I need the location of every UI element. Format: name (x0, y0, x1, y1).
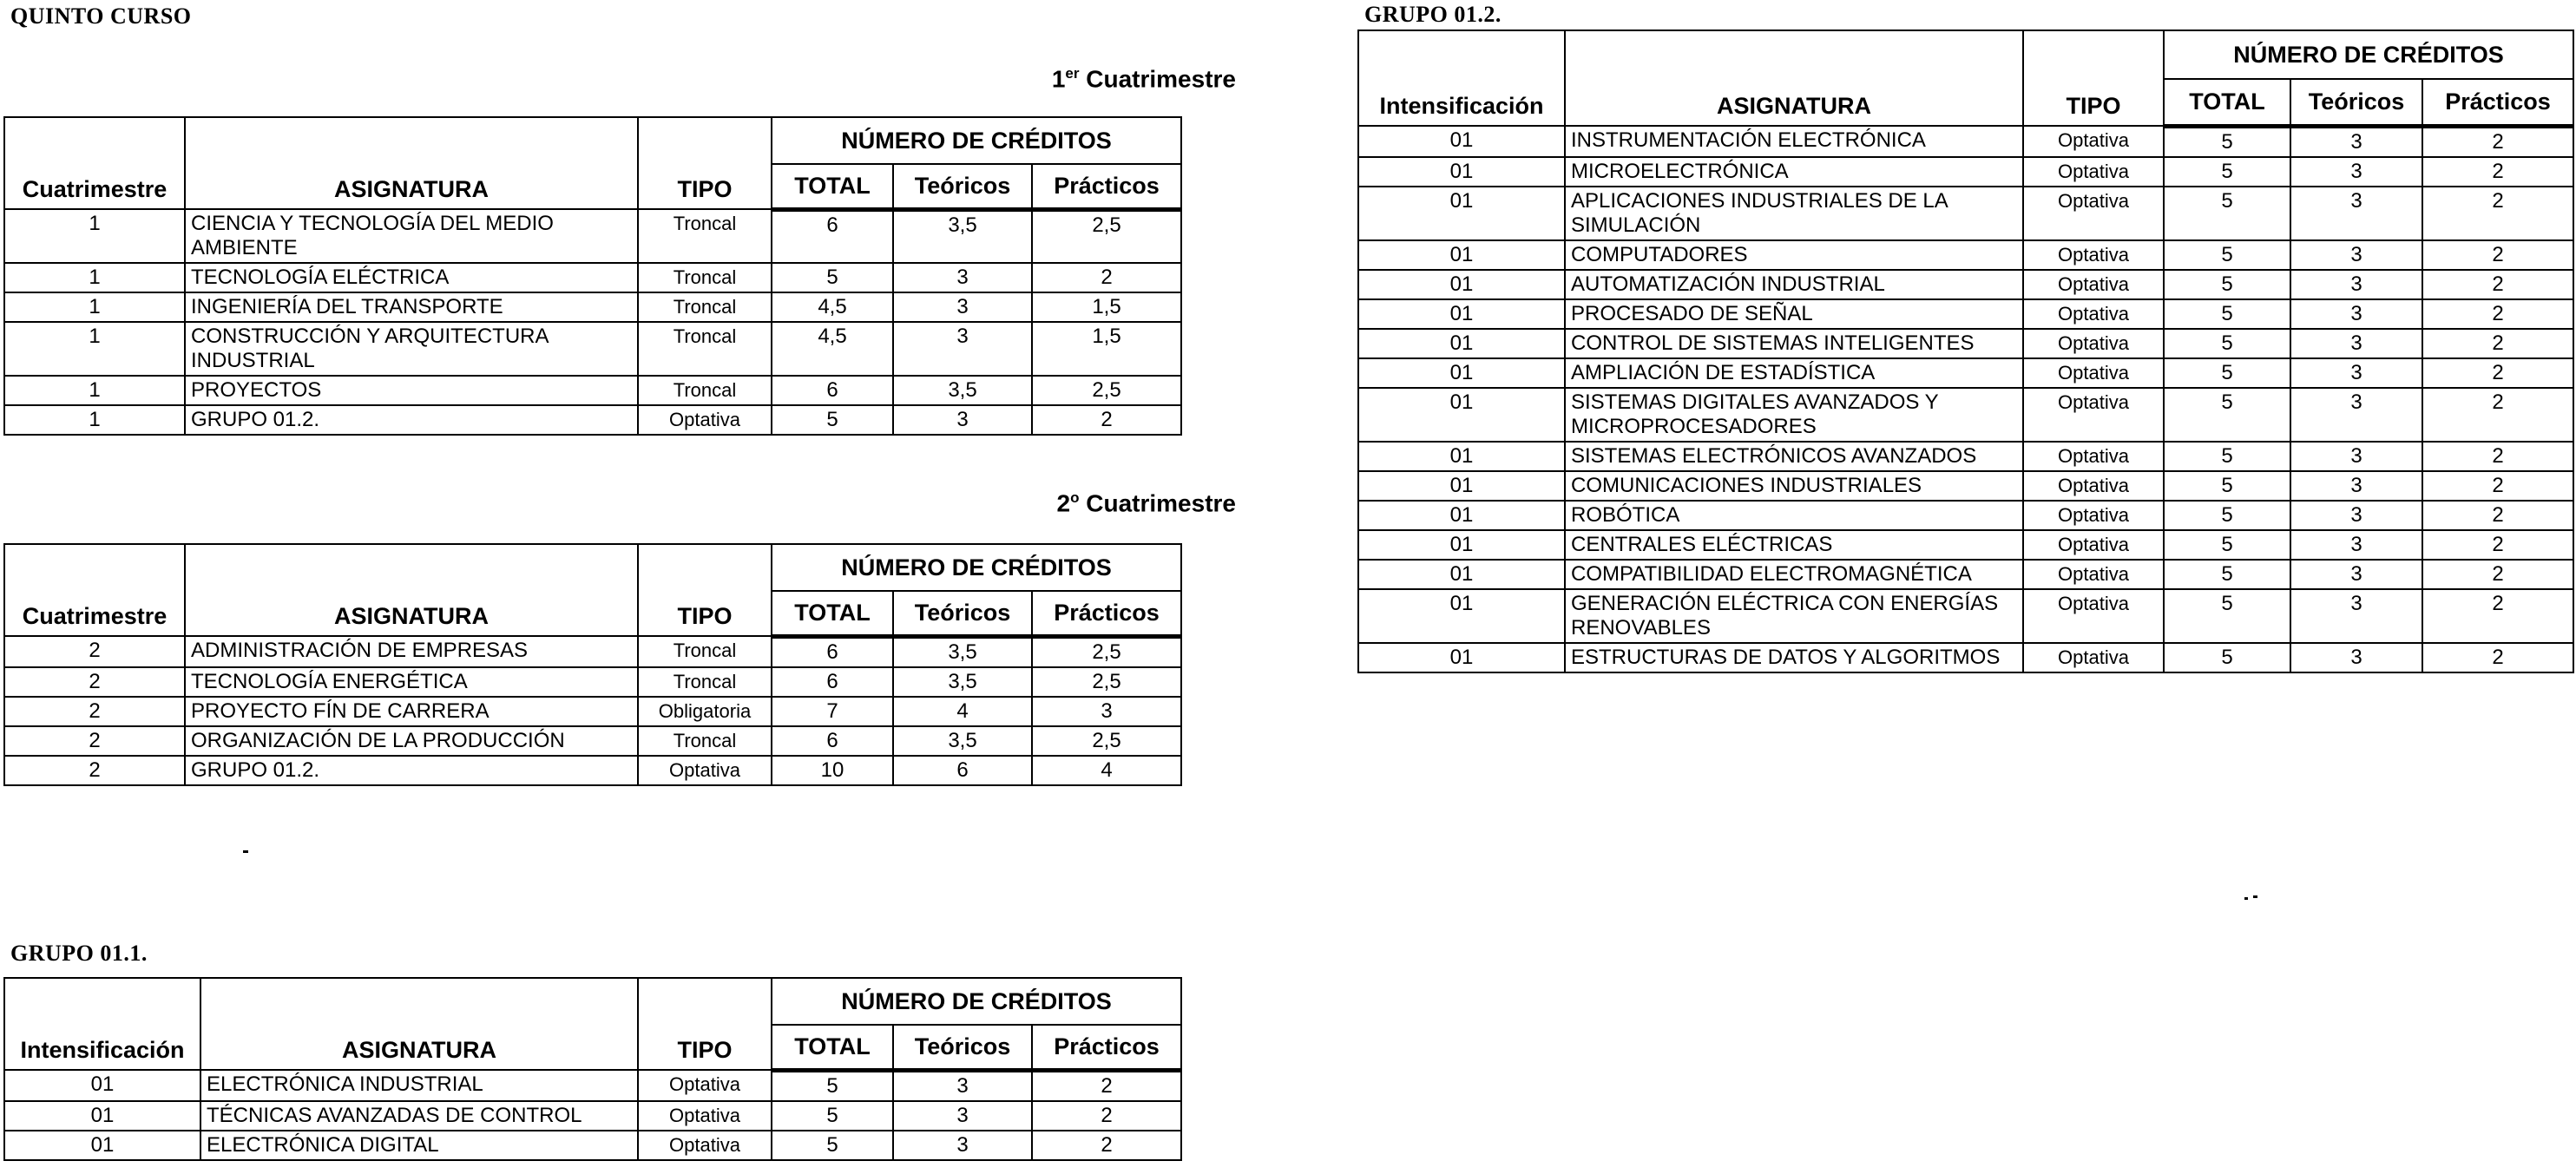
table-row (4, 209, 1181, 263)
table-row (1358, 187, 2573, 240)
cell-total: 5 (2164, 358, 2290, 388)
cell-tipo: Optativa (2023, 388, 2164, 442)
cell-practicos: 2 (2422, 530, 2573, 560)
cell-tipo: Optativa (2023, 530, 2164, 560)
cell-total: 6 (772, 376, 893, 405)
page-title: QUINTO CURSO (10, 3, 192, 29)
table-row (4, 1131, 1181, 1160)
cell-tipo: Troncal (638, 726, 772, 756)
cell-practicos: 2 (2422, 157, 2573, 187)
col-header-numero-creditos: NÚMERO DE CRÉDITOS (772, 978, 1181, 1025)
col-header-tipo: TIPO (2023, 30, 2164, 126)
cell-asignatura: COMPUTADORES (1565, 240, 2023, 270)
cell-intensificacion: 01 (4, 1131, 200, 1160)
col-header-numero-creditos: NÚMERO DE CRÉDITOS (772, 544, 1181, 591)
table-row (1358, 530, 2573, 560)
cell-total: 5 (2164, 530, 2290, 560)
col-header-asignatura: ASIGNATURA (185, 544, 638, 636)
cell-total: 5 (2164, 442, 2290, 471)
cell-asignatura: PROCESADO DE SEÑAL (1565, 299, 2023, 329)
cell-asignatura: ELECTRÓNICA DIGITAL (200, 1131, 638, 1160)
cuatrimestre-2-label (998, 490, 1236, 515)
col-header-teoricos: Teóricos (893, 164, 1032, 209)
cuatrimestre-2-num: 2 (1056, 489, 1071, 517)
table-row (4, 1070, 1181, 1101)
cell-asignatura: GRUPO 01.2. (185, 405, 638, 435)
cell-teoricos: 3 (2290, 270, 2422, 299)
cuatrimestre-1-text: Cuatrimestre (1079, 65, 1236, 93)
cell-tipo: Optativa (638, 1131, 772, 1160)
cell-cuatrimestre: 1 (4, 376, 185, 405)
cell-tipo: Optativa (2023, 270, 2164, 299)
cell-teoricos: 3 (893, 405, 1032, 435)
col-header-total: TOTAL (772, 591, 893, 636)
cuatrimestre-2-text: Cuatrimestre (1079, 489, 1236, 517)
cell-cuatrimestre: 2 (4, 667, 185, 697)
cell-intensificacion: 01 (1358, 270, 1565, 299)
cell-practicos: 2 (1032, 263, 1181, 292)
grupo-012-heading: GRUPO 01.2. (1364, 2, 1502, 27)
cell-total: 5 (2164, 299, 2290, 329)
cell-teoricos: 3 (2290, 126, 2422, 157)
table-row (4, 636, 1181, 667)
cell-asignatura: INGENIERÍA DEL TRANSPORTE (185, 292, 638, 322)
cell-total: 5 (2164, 560, 2290, 589)
cell-teoricos: 3 (893, 1131, 1032, 1160)
cell-cuatrimestre: 1 (4, 405, 185, 435)
cell-total: 5 (2164, 501, 2290, 530)
col-header-total: TOTAL (772, 164, 893, 209)
cell-teoricos: 3 (2290, 442, 2422, 471)
scan-mark (2253, 895, 2257, 898)
cell-tipo: Troncal (638, 292, 772, 322)
col-header-total: TOTAL (772, 1025, 893, 1070)
cell-cuatrimestre: 2 (4, 756, 185, 785)
cell-total: 5 (772, 1131, 893, 1160)
col-header-asignatura: ASIGNATURA (1565, 30, 2023, 126)
table-cuatrimestre-2 (3, 543, 1182, 786)
col-header-numero-creditos: NÚMERO DE CRÉDITOS (2164, 30, 2573, 79)
table-row (1358, 126, 2573, 157)
table-row (1358, 560, 2573, 589)
scan-mark (2244, 897, 2248, 900)
cell-teoricos: 4 (893, 697, 1032, 726)
col-header-teoricos: Teóricos (2290, 79, 2422, 126)
cell-tipo: Optativa (2023, 501, 2164, 530)
cell-practicos: 2,5 (1032, 726, 1181, 756)
cell-teoricos: 3 (2290, 560, 2422, 589)
col-header-practicos: Prácticos (1032, 1025, 1181, 1070)
table-row (4, 1101, 1181, 1131)
cell-tipo: Optativa (2023, 560, 2164, 589)
cell-tipo: Optativa (638, 1070, 772, 1101)
cell-practicos: 2 (2422, 240, 2573, 270)
col-header-cuatrimestre: Cuatrimestre (4, 117, 185, 209)
cell-cuatrimestre: 1 (4, 209, 185, 263)
cell-tipo: Obligatoria (638, 697, 772, 726)
cell-teoricos: 3 (2290, 471, 2422, 501)
grupo-011-heading: GRUPO 01.1. (10, 941, 148, 966)
cell-total: 4,5 (772, 292, 893, 322)
cell-practicos: 2 (1032, 1101, 1181, 1131)
table-row (1358, 589, 2573, 643)
cell-intensificacion: 01 (1358, 126, 1565, 157)
cell-asignatura: PROYECTOS (185, 376, 638, 405)
cell-cuatrimestre: 2 (4, 636, 185, 667)
cell-total: 5 (2164, 388, 2290, 442)
cell-teoricos: 3 (893, 292, 1032, 322)
table-row (4, 322, 1181, 376)
cell-practicos: 2 (2422, 299, 2573, 329)
table-row (4, 667, 1181, 697)
cell-teoricos: 3 (893, 263, 1032, 292)
cell-intensificacion: 01 (1358, 589, 1565, 643)
cell-practicos: 2 (2422, 187, 2573, 240)
cell-tipo: Troncal (638, 263, 772, 292)
cell-asignatura: PROYECTO FÍN DE CARRERA (185, 697, 638, 726)
cell-total: 5 (2164, 126, 2290, 157)
cell-practicos: 1,5 (1032, 292, 1181, 322)
cell-asignatura: AUTOMATIZACIÓN INDUSTRIAL (1565, 270, 2023, 299)
cell-practicos: 2 (2422, 643, 2573, 672)
col-header-teoricos: Teóricos (893, 1025, 1032, 1070)
cell-tipo: Optativa (2023, 589, 2164, 643)
cell-asignatura: ORGANIZACIÓN DE LA PRODUCCIÓN (185, 726, 638, 756)
cell-practicos: 4 (1032, 756, 1181, 785)
cell-teoricos: 3 (2290, 530, 2422, 560)
cell-teoricos: 3,5 (893, 726, 1032, 756)
cell-total: 5 (2164, 187, 2290, 240)
cell-intensificacion: 01 (1358, 329, 1565, 358)
table-row (4, 292, 1181, 322)
cell-total: 7 (772, 697, 893, 726)
table-row (1358, 643, 2573, 672)
cell-teoricos: 3 (2290, 329, 2422, 358)
table-row (4, 726, 1181, 756)
cell-asignatura: SISTEMAS DIGITALES AVANZADOS Y MICROPROCESADORES (1565, 388, 2023, 442)
table-cuatrimestre-1 (3, 116, 1182, 436)
cell-tipo: Optativa (2023, 126, 2164, 157)
table-row (1358, 471, 2573, 501)
table-row (1358, 358, 2573, 388)
cell-asignatura: ESTRUCTURAS DE DATOS Y ALGORITMOS (1565, 643, 2023, 672)
cell-intensificacion: 01 (4, 1070, 200, 1101)
cell-intensificacion: 01 (1358, 471, 1565, 501)
cell-practicos: 2 (2422, 388, 2573, 442)
cell-total: 10 (772, 756, 893, 785)
col-header-numero-creditos: NÚMERO DE CRÉDITOS (772, 117, 1181, 164)
cell-intensificacion: 01 (1358, 187, 1565, 240)
cell-practicos: 2 (2422, 501, 2573, 530)
cell-tipo: Optativa (2023, 643, 2164, 672)
cell-asignatura: APLICACIONES INDUSTRIALES DE LA SIMULACIÓN (1565, 187, 2023, 240)
cell-total: 4,5 (772, 322, 893, 376)
table-row (1358, 299, 2573, 329)
cell-total: 6 (772, 209, 893, 263)
table-row (1358, 501, 2573, 530)
cell-intensificacion: 01 (1358, 388, 1565, 442)
cell-tipo: Optativa (2023, 442, 2164, 471)
cell-total: 5 (2164, 157, 2290, 187)
cell-teoricos: 3 (893, 322, 1032, 376)
cell-teoricos: 3 (2290, 589, 2422, 643)
cell-asignatura: GENERACIÓN ELÉCTRICA CON ENERGÍAS RENOVABLES (1565, 589, 2023, 643)
cell-practicos: 2 (2422, 589, 2573, 643)
table-row (4, 405, 1181, 435)
cell-tipo: Troncal (638, 667, 772, 697)
cell-total: 5 (2164, 643, 2290, 672)
cell-cuatrimestre: 1 (4, 322, 185, 376)
cell-asignatura: COMPATIBILIDAD ELECTROMAGNÉTICA (1565, 560, 2023, 589)
col-header-asignatura: ASIGNATURA (200, 978, 638, 1070)
col-header-tipo: TIPO (638, 978, 772, 1070)
table-row (1358, 388, 2573, 442)
cell-total: 5 (2164, 240, 2290, 270)
table-row (1358, 270, 2573, 299)
cell-total: 5 (772, 1070, 893, 1101)
table-grupo-012 (1357, 30, 2574, 673)
cell-teoricos: 3 (2290, 358, 2422, 388)
cell-tipo: Troncal (638, 322, 772, 376)
cell-asignatura: ELECTRÓNICA INDUSTRIAL (200, 1070, 638, 1101)
cell-practicos: 2,5 (1032, 636, 1181, 667)
cell-teoricos: 3 (893, 1101, 1032, 1131)
cell-intensificacion: 01 (4, 1101, 200, 1131)
table-row (1358, 157, 2573, 187)
cell-intensificacion: 01 (1358, 643, 1565, 672)
cell-cuatrimestre: 2 (4, 726, 185, 756)
cell-total: 5 (772, 1101, 893, 1131)
cell-asignatura: CIENCIA Y TECNOLOGÍA DEL MEDIO AMBIENTE (185, 209, 638, 263)
col-header-cuatrimestre: Cuatrimestre (4, 544, 185, 636)
col-header-total: TOTAL (2164, 79, 2290, 126)
col-header-intensificacion: Intensificación (4, 978, 200, 1070)
cell-teoricos: 6 (893, 756, 1032, 785)
cell-teoricos: 3 (2290, 299, 2422, 329)
cell-asignatura: ADMINISTRACIÓN DE EMPRESAS (185, 636, 638, 667)
cell-total: 5 (2164, 270, 2290, 299)
cell-asignatura: ROBÓTICA (1565, 501, 2023, 530)
cell-total: 6 (772, 636, 893, 667)
cell-total: 5 (772, 263, 893, 292)
cell-intensificacion: 01 (1358, 442, 1565, 471)
cell-practicos: 2 (1032, 1070, 1181, 1101)
cell-asignatura: COMUNICACIONES INDUSTRIALES (1565, 471, 2023, 501)
table-row (4, 697, 1181, 726)
cell-cuatrimestre: 1 (4, 292, 185, 322)
cell-asignatura: CENTRALES ELÉCTRICAS (1565, 530, 2023, 560)
scan-mark (243, 850, 248, 853)
cell-total: 5 (2164, 589, 2290, 643)
cell-teoricos: 3,5 (893, 636, 1032, 667)
table-row (4, 756, 1181, 785)
cell-intensificacion: 01 (1358, 530, 1565, 560)
cell-tipo: Troncal (638, 636, 772, 667)
cell-intensificacion: 01 (1358, 299, 1565, 329)
cell-tipo: Optativa (2023, 358, 2164, 388)
cuatrimestre-2-suffix: o (1070, 489, 1080, 506)
cell-asignatura: TECNOLOGÍA ELÉCTRICA (185, 263, 638, 292)
cell-tipo: Troncal (638, 209, 772, 263)
cell-asignatura: GRUPO 01.2. (185, 756, 638, 785)
cell-intensificacion: 01 (1358, 358, 1565, 388)
col-header-practicos: Prácticos (1032, 591, 1181, 636)
col-header-intensificacion: Intensificación (1358, 30, 1565, 126)
cell-practicos: 2,5 (1032, 376, 1181, 405)
cell-intensificacion: 01 (1358, 157, 1565, 187)
table-row (1358, 442, 2573, 471)
cell-intensificacion: 01 (1358, 501, 1565, 530)
cell-teoricos: 3,5 (893, 667, 1032, 697)
cell-tipo: Optativa (2023, 471, 2164, 501)
cell-tipo: Optativa (638, 756, 772, 785)
cuatrimestre-1-suffix: er (1065, 65, 1080, 82)
table-row (1358, 329, 2573, 358)
cell-practicos: 1,5 (1032, 322, 1181, 376)
cell-practicos: 2 (2422, 442, 2573, 471)
cell-teoricos: 3 (2290, 157, 2422, 187)
cell-total: 5 (2164, 471, 2290, 501)
cell-tipo: Optativa (638, 405, 772, 435)
cell-teoricos: 3 (2290, 388, 2422, 442)
cell-tipo: Optativa (2023, 187, 2164, 240)
cell-asignatura: INSTRUMENTACIÓN ELECTRÓNICA (1565, 126, 2023, 157)
cell-practicos: 2 (2422, 560, 2573, 589)
cell-practicos: 3 (1032, 697, 1181, 726)
cuatrimestre-1-num: 1 (1051, 65, 1066, 93)
cell-teoricos: 3 (2290, 240, 2422, 270)
cell-cuatrimestre: 1 (4, 263, 185, 292)
cell-intensificacion: 01 (1358, 240, 1565, 270)
cell-practicos: 2 (2422, 270, 2573, 299)
col-header-practicos: Prácticos (2422, 79, 2573, 126)
cell-total: 6 (772, 667, 893, 697)
cell-practicos: 2 (2422, 358, 2573, 388)
col-header-tipo: TIPO (638, 544, 772, 636)
cell-teoricos: 3,5 (893, 209, 1032, 263)
cell-tipo: Optativa (2023, 329, 2164, 358)
cell-practicos: 2 (1032, 1131, 1181, 1160)
cell-tipo: Optativa (638, 1101, 772, 1131)
cell-intensificacion: 01 (1358, 560, 1565, 589)
cell-practicos: 2 (2422, 329, 2573, 358)
col-header-tipo: TIPO (638, 117, 772, 209)
table-row (4, 263, 1181, 292)
cell-teoricos: 3 (2290, 643, 2422, 672)
table-grupo-011 (3, 977, 1182, 1161)
cell-asignatura: CONSTRUCCIÓN Y ARQUITECTURA INDUSTRIAL (185, 322, 638, 376)
cell-total: 5 (2164, 329, 2290, 358)
cell-total: 5 (772, 405, 893, 435)
cell-practicos: 2,5 (1032, 209, 1181, 263)
cell-teoricos: 3 (2290, 187, 2422, 240)
cuatrimestre-1-label (998, 66, 1236, 91)
cell-asignatura: CONTROL DE SISTEMAS INTELIGENTES (1565, 329, 2023, 358)
cell-total: 6 (772, 726, 893, 756)
cell-practicos: 2 (1032, 405, 1181, 435)
cell-practicos: 2,5 (1032, 667, 1181, 697)
cell-cuatrimestre: 2 (4, 697, 185, 726)
cell-asignatura: TECNOLOGÍA ENERGÉTICA (185, 667, 638, 697)
cell-asignatura: MICROELECTRÓNICA (1565, 157, 2023, 187)
cell-tipo: Optativa (2023, 240, 2164, 270)
table-row (1358, 240, 2573, 270)
cell-asignatura: SISTEMAS ELECTRÓNICOS AVANZADOS (1565, 442, 2023, 471)
col-header-asignatura: ASIGNATURA (185, 117, 638, 209)
cell-tipo: Optativa (2023, 299, 2164, 329)
cell-practicos: 2 (2422, 471, 2573, 501)
cell-teoricos: 3,5 (893, 376, 1032, 405)
table-row (4, 376, 1181, 405)
cell-asignatura: TÉCNICAS AVANZADAS DE CONTROL (200, 1101, 638, 1131)
col-header-teoricos: Teóricos (893, 591, 1032, 636)
cell-teoricos: 3 (2290, 501, 2422, 530)
cell-teoricos: 3 (893, 1070, 1032, 1101)
cell-tipo: Troncal (638, 376, 772, 405)
col-header-practicos: Prácticos (1032, 164, 1181, 209)
cell-practicos: 2 (2422, 126, 2573, 157)
cell-tipo: Optativa (2023, 157, 2164, 187)
cell-asignatura: AMPLIACIÓN DE ESTADÍSTICA (1565, 358, 2023, 388)
